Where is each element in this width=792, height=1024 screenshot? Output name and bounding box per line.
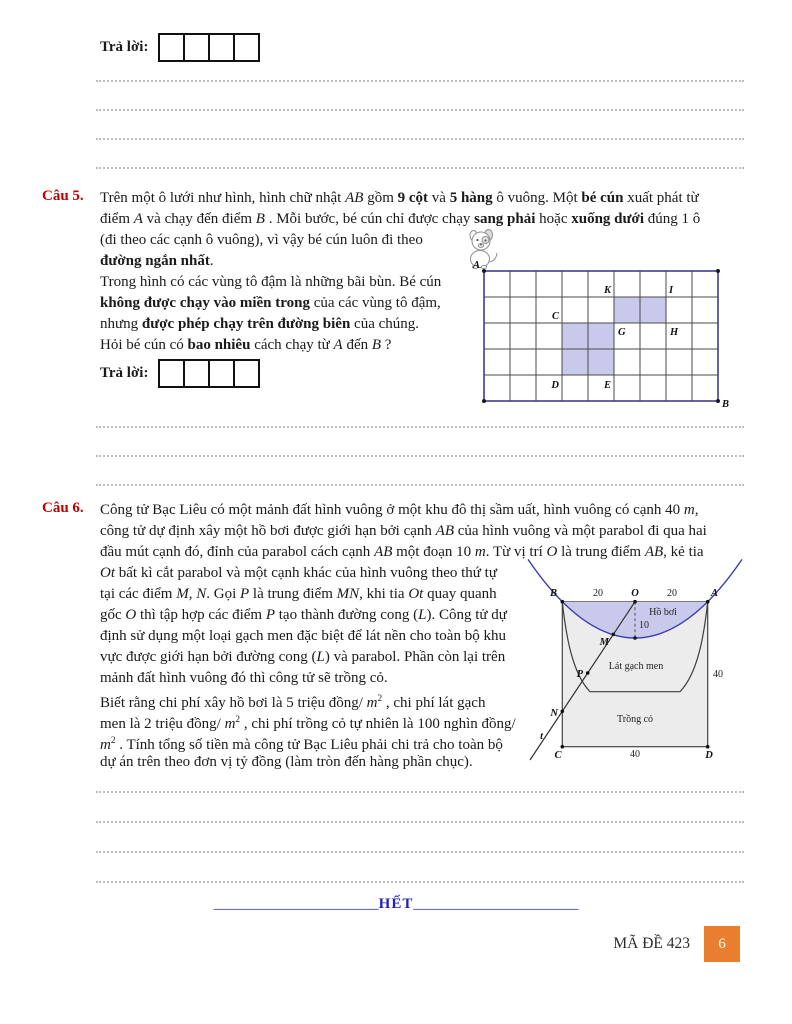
question-6-label: Câu 6. [42, 500, 84, 516]
question-text-line: đầu mút cạnh đó, đỉnh của parabol cách cạnh AB một đoạn 10 m. Từ vị trí O là trung điểm AB, kẻ tia [100, 544, 704, 560]
dim-label-40-bottom: 40 [630, 749, 640, 760]
answer-box[interactable] [208, 359, 235, 388]
point-label-I: I [669, 285, 674, 296]
grid-figure-svg [458, 226, 734, 408]
dim-label-20-left: 20 [593, 588, 603, 599]
end-underline-right: ______________________ [413, 896, 579, 912]
point-label-P: P [576, 669, 583, 680]
page-footer [613, 926, 740, 962]
answer-label: Trả lời: [100, 39, 149, 55]
question-text-line: định sử dụng một loại gạch men đặc biệt để lát nền cho toàn bộ khu [100, 628, 506, 644]
question-5-body [100, 188, 760, 408]
question-text-line: điểm A và chạy đến điểm B . Mỗi bước, bé cún chỉ được chạy sang phải hoặc xuống dưới đúng 1 ô [100, 211, 701, 227]
answer-box[interactable] [208, 33, 235, 62]
answer-label: Trả lời: [100, 365, 149, 381]
point-label-A: A [711, 588, 719, 599]
dotted-answer-line [96, 167, 744, 169]
end-marker [0, 896, 792, 913]
exam-code: MÃ ĐỀ 423 [613, 935, 690, 952]
dotted-answer-line [96, 851, 744, 853]
question-text-line: vực được giới hạn bởi đường cong (L) và parabol. Phần còn lại trên [100, 649, 506, 665]
pool-figure-svg [520, 555, 790, 775]
dotted-answer-line [96, 80, 744, 82]
dotted-answer-line [96, 109, 744, 111]
dotted-answer-line [96, 881, 744, 883]
point-label-D: D [705, 750, 713, 761]
region-label-pool: Hồ bơi [649, 607, 677, 618]
point-label-C: C [554, 750, 562, 761]
dim-label-10: 10 [639, 620, 649, 631]
question-5-label: Câu 5. [42, 188, 84, 204]
question-text-line: $m^2$ . Tính tổng số tiền mà công tử Bạc Liêu phải chi trả cho toàn bộ [100, 736, 503, 753]
question-text-line: công tử dự định xây một hồ bơi được giới hạn bởi cạnh AB của hình vuông và một parabol đi qua hai [100, 523, 707, 539]
question-text-line: không được chạy vào miền trong của các vùng tô đậm, [100, 295, 441, 311]
question-text-line: đường ngắn nhất. [100, 253, 214, 269]
answer-box[interactable] [158, 33, 185, 62]
question-text-line: Biết rằng chi phí xây hồ bơi là 5 triệu đồng/ $m^2$ , chi phí lát gạch [100, 694, 486, 711]
point-label-E: E [603, 380, 611, 391]
end-label: HẾT [378, 896, 414, 912]
question-text-line: tại các điểm M, N. Gọi P là trung điểm MN, khi tia Ot quay quanh [100, 586, 497, 602]
dim-label-20-right: 20 [667, 588, 677, 599]
answer-box[interactable] [233, 33, 260, 62]
pool-figure [520, 555, 790, 775]
dotted-answer-line [96, 821, 744, 823]
point-label-G: G [618, 327, 626, 338]
dotted-answer-line [96, 426, 744, 428]
point-label-O: O [631, 588, 639, 599]
point-label-M: M [599, 637, 609, 648]
ray-label-t: t [540, 731, 543, 742]
question-text-line: men là 2 triệu đồng/ $m^2$ , chi phí trồng cỏ tự nhiên là 100 nghìn đồng/ [100, 715, 516, 732]
question-text-line: mảnh đất hình vuông đó thì công tử sẽ trồng cỏ. [100, 670, 388, 686]
question-text-line: Trên một ô lưới như hình, hình chữ nhật AB gồm 9 cột và 5 hàng ô vuông. Một bé cún xuất phát từ [100, 190, 699, 206]
region-label-tile: Lát gạch men [608, 661, 664, 672]
dotted-answer-line [96, 791, 744, 793]
point-label-H: H [670, 327, 679, 338]
question-text-line: dự án trên theo đơn vị tỷ đồng (làm tròn đến hàng phần chục). [100, 754, 473, 770]
point-label-B: B [549, 588, 557, 599]
answer-boxes [158, 359, 260, 388]
question-text-line: Hỏi bé cún có bao nhiêu cách chạy từ A đến B ? [100, 337, 392, 353]
answer-boxes [158, 33, 260, 62]
question-text-line: Công tử Bạc Liêu có một mảnh đất hình vuông ở một khu đô thị sầm uất, hình vuông có cạnh 40 m, [100, 502, 699, 518]
question-text-line: (đi theo các cạnh ô vuông), vì vậy bé cún luôn đi theo [100, 232, 423, 248]
answer-block-top [100, 33, 260, 62]
page-number-badge: 6 [704, 926, 740, 962]
point-label-C: C [551, 311, 559, 322]
question-text-line: Ot bất kì cắt parabol và một cạnh khác của hình vuông theo thứ tự [100, 565, 497, 581]
question-text-line: nhưng được phép chạy trên đường biên của chúng. [100, 316, 420, 332]
point-label-B: B [722, 399, 730, 408]
dotted-answer-line [96, 138, 744, 140]
dotted-answer-line [96, 455, 744, 457]
question-text-line: gốc O thì tập hợp các điểm P tạo thành đường cong (L). Công tử dự [100, 607, 507, 623]
region-label-grass: Trồng cỏ [616, 714, 654, 725]
dim-label-40-right: 40 [713, 669, 723, 680]
answer-box[interactable] [158, 359, 185, 388]
question-6-body [100, 500, 760, 773]
answer-box[interactable] [183, 33, 210, 62]
answer-box[interactable] [183, 359, 210, 388]
dotted-answer-line [96, 484, 744, 486]
question-text-line: Trong hình có các vùng tô đậm là những bãi bùn. Bé cún [100, 274, 442, 290]
end-underline-left: ______________________ [213, 896, 379, 912]
point-label-D: D [551, 380, 559, 391]
point-label-N: N [550, 708, 558, 719]
point-label-A: A [472, 260, 480, 271]
grid-figure [458, 226, 734, 408]
answer-box[interactable] [233, 359, 260, 388]
point-label-K: K [603, 285, 611, 296]
